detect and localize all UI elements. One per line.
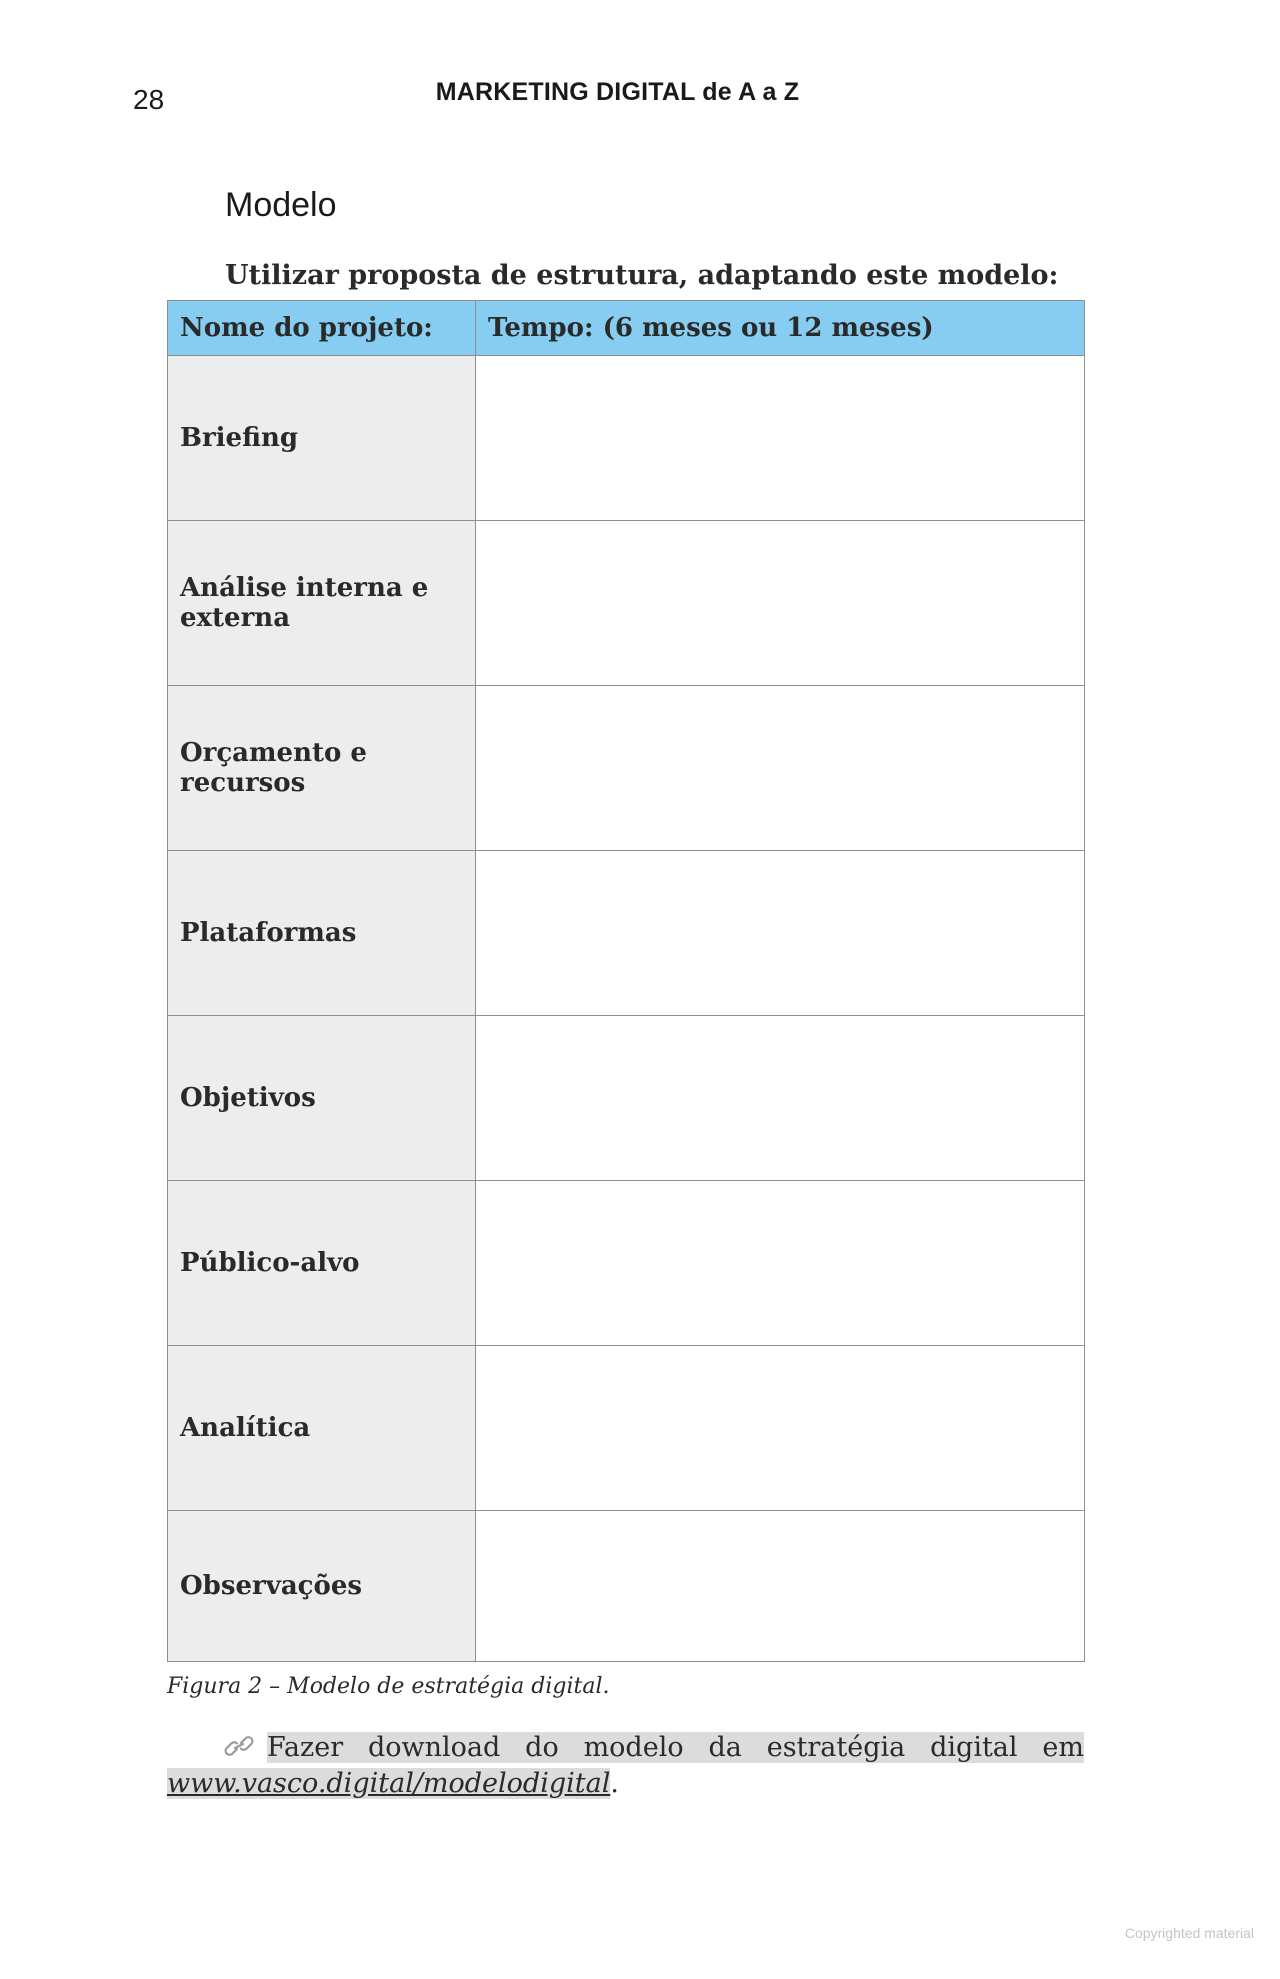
link-icon: [223, 1732, 255, 1760]
row-value-observacoes: [476, 1511, 1085, 1662]
download-text: Fazer download do modelo da estratégia digital em: [267, 1732, 1084, 1763]
page-number: 28: [133, 84, 165, 115]
row-label-plataformas: Plataformas: [168, 851, 476, 1016]
row-value-plataformas: [476, 851, 1085, 1016]
row-label-objetivos: Objetivos: [168, 1016, 476, 1181]
row-value-orcamento: [476, 686, 1085, 851]
row-label-analise: Análise interna e externa: [168, 521, 476, 686]
row-label-briefing: Briefing: [168, 356, 476, 521]
table-row: [168, 1181, 1085, 1346]
download-paragraph: [167, 1730, 1084, 1802]
intro-text: Utilizar proposta de estrutura, adaptando este modelo:: [225, 260, 1059, 291]
table-row: [168, 1016, 1085, 1181]
copyright-notice: Copyrighted material: [1124, 1925, 1254, 1941]
row-label-observacoes: Observações: [168, 1511, 476, 1662]
row-label-orcamento: Orçamento e recursos: [168, 686, 476, 851]
table-row: [168, 1346, 1085, 1511]
header-time: Tempo: (6 meses ou 12 meses): [476, 301, 1085, 356]
row-value-objetivos: [476, 1016, 1085, 1181]
table-row: [168, 356, 1085, 521]
table-row: [168, 686, 1085, 851]
download-end: .: [610, 1768, 619, 1799]
row-value-analise: [476, 521, 1085, 686]
row-value-briefing: [476, 356, 1085, 521]
table-row: [168, 1511, 1085, 1662]
table-row: [168, 521, 1085, 686]
figure-caption: Figura 2 – Modelo de estratégia digital.: [167, 1674, 610, 1699]
header-project-name: Nome do projeto:: [168, 301, 476, 356]
table-header-row: [168, 301, 1085, 356]
table-row: [168, 851, 1085, 1016]
row-label-analitica: Analítica: [168, 1346, 476, 1511]
strategy-template-table: [167, 300, 1085, 1662]
row-value-analitica: [476, 1346, 1085, 1511]
running-header: MARKETING DIGITAL de A a Z: [435, 78, 800, 106]
row-label-publico-alvo: Público-alvo: [168, 1181, 476, 1346]
section-heading: Modelo: [225, 186, 337, 224]
download-link[interactable]: www.vasco.digital/modelodigital: [167, 1768, 611, 1799]
row-value-publico-alvo: [476, 1181, 1085, 1346]
